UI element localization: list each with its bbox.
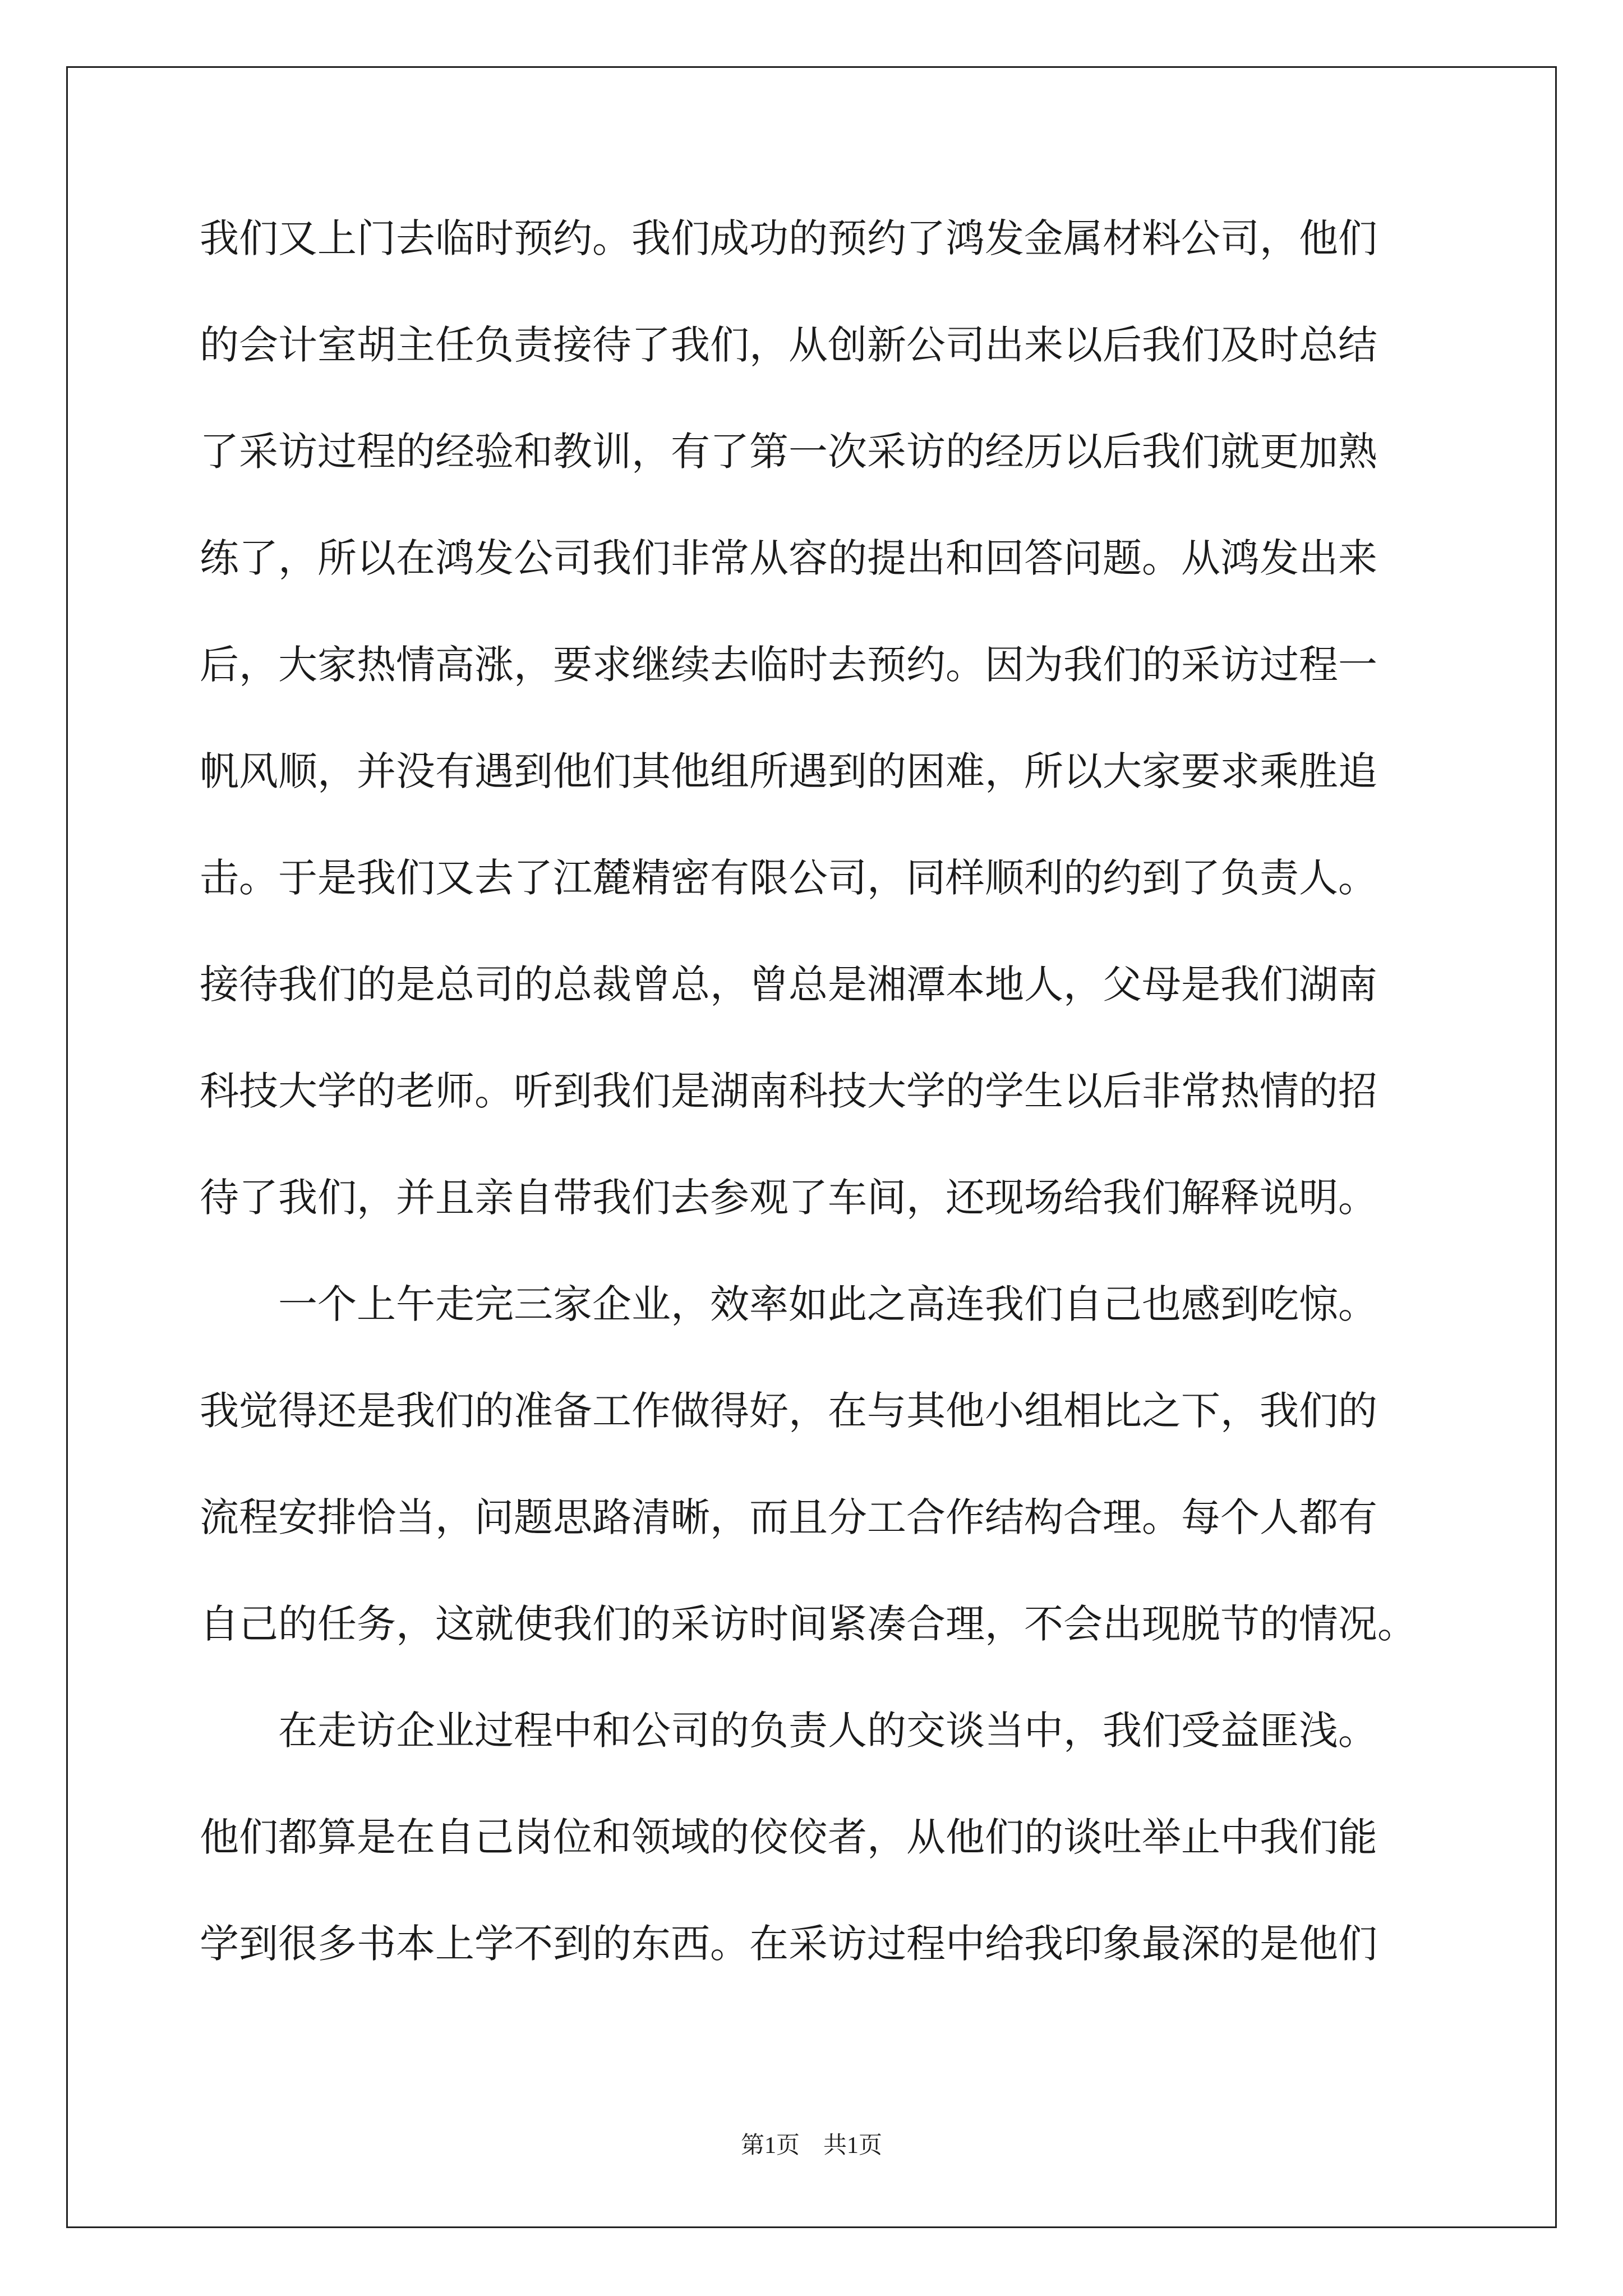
paragraph-start-line: 一个上午走完三家企业，效率如此之高连我们自己也感到吃惊。 (200, 1281, 1377, 1327)
page-border (66, 66, 1557, 2228)
text-line: 的会计室胡主任负责接待了我们，从创新公司出来以后我们及时总结 (200, 322, 1377, 368)
text-line: 我们又上门去临时预约。我们成功的预约了鸿发金属材料公司，他们 (200, 215, 1377, 261)
text-line: 待了我们，并且亲自带我们去参观了车间，还现场给我们解释说明。 (200, 1175, 1377, 1221)
page-footer: 第1页 共1页 (740, 2133, 882, 2159)
text-line: 我觉得还是我们的准备工作做得好，在与其他小组相比之下，我们的 (200, 1388, 1377, 1434)
text-line: 科技大学的老师。听到我们是湖南科技大学的学生以后非常热情的招 (200, 1068, 1377, 1114)
text-line: 学到很多书本上学不到的东西。在采访过程中给我印象最深的是他们 (200, 1921, 1377, 1967)
text-line: 接待我们的是总司的总裁曾总，曾总是湘潭本地人，父母是我们湖南 (200, 961, 1377, 1007)
text-line: 流程安排恰当，问题思路清晰，而且分工合作结构合理。每个人都有 (200, 1494, 1377, 1540)
text-line: 他们都算是在自己岗位和领域的佼佼者，从他们的谈吐举止中我们能 (200, 1814, 1377, 1860)
text-line: 帆风顺，并没有遇到他们其他组所遇到的困难，所以大家要求乘胜追 (200, 748, 1377, 794)
text-line: 了采访过程的经验和教训，有了第一次采访的经历以后我们就更加熟 (200, 429, 1377, 475)
text-line: 后，大家热情高涨，要求继续去临时去预约。因为我们的采访过程一 (200, 642, 1377, 688)
text-line: 练了，所以在鸿发公司我们非常从容的提出和回答问题。从鸿发出来 (200, 535, 1377, 581)
text-line: 击。于是我们又去了江麓精密有限公司，同样顺利的约到了负责人。 (200, 855, 1377, 901)
text-line: 自己的任务，这就使我们的采访时间紧凑合理，不会出现脱节的情况。 (200, 1601, 1417, 1647)
paragraph-start-line: 在走访企业过程中和公司的负责人的交谈当中，我们受益匪浅。 (200, 1708, 1377, 1754)
